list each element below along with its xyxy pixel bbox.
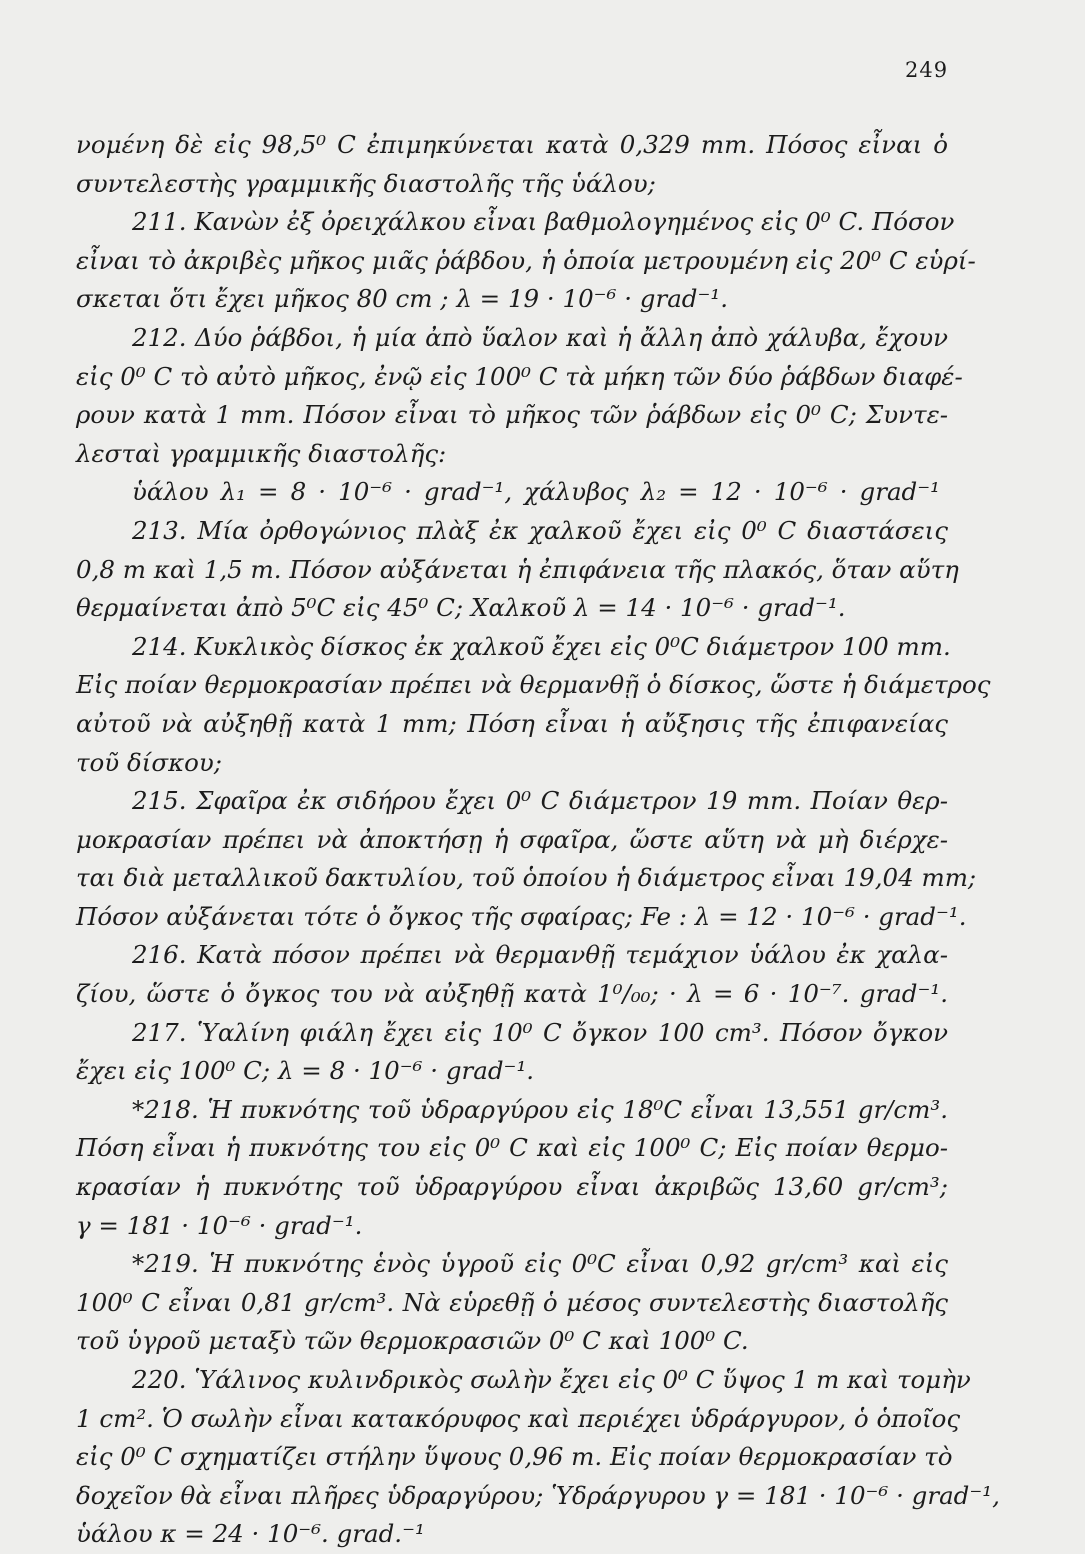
- text-line: 214. Κυκλικὸς δίσκος ἐκ χαλκοῦ ἔχει εἰς 0⁰C διάμετρον 100 mm.: [132, 631, 951, 661]
- text-line: 213. Μία ὀρθογώνιος πλὰξ ἐκ χαλκοῦ ἔχει εἰς 0⁰ C διαστάσεις: [132, 515, 948, 545]
- text-line: 100⁰ C εἶναι 0,81 gr/cm³. Νὰ εὑρεθῇ ὁ μέσος συντελεστὴς διαστολῆς: [76, 1287, 948, 1317]
- problems-text: [76, 126, 1000, 1554]
- text-line: 220. Ὑάλινος κυλινδρικὸς σωλὴν ἔχει εἰς 0⁰ C ὕψος 1 m καὶ τομὴν: [132, 1365, 971, 1394]
- page-number: 249: [905, 58, 949, 82]
- text-line: γ = 181 · 10⁻⁶ · grad⁻¹.: [76, 1210, 363, 1240]
- text-line: 1 cm². Ὁ σωλὴν εἶναι κατακόρυφος καὶ περιέχει ὑδράργυρον, ὁ ὁποῖος: [76, 1403, 961, 1433]
- text-line: 215. Σφαῖρα ἐκ σιδήρου ἔχει 0⁰ C διάμετρον 19 mm. Ποίαν θερ-: [132, 786, 948, 816]
- text-line: νομένη δὲ εἰς 98,5⁰ C ἐπιμηκύνεται κατὰ 0,329 mm. Πόσος εἶναι ὁ: [76, 130, 948, 159]
- text-line: σκεται ὅτι ἔχει μῆκος 80 cm ; λ = 19 · 10⁻⁶ · grad⁻¹.: [76, 284, 729, 314]
- text-line: συντελεστὴς γραμμικῆς διαστολῆς τῆς ὑάλου;: [76, 168, 656, 198]
- text-line: ὑάλου κ = 24 · 10⁻⁶. grad.⁻¹: [76, 1519, 425, 1549]
- text-line: ται διὰ μεταλλικοῦ δακτυλίου, τοῦ ὁποίου ἡ διάμετρος εἶναι 19,04 mm;: [76, 863, 977, 893]
- text-line: λεσταὶ γραμμικῆς διαστολῆς:: [76, 438, 447, 468]
- text-line: Πόση εἶναι ἡ πυκνότης του εἰς 0⁰ C καὶ εἰς 100⁰ C; Εἰς ποίαν θερμο-: [76, 1133, 948, 1163]
- text-line: τοῦ δίσκου;: [76, 747, 223, 777]
- text-line: ἔχει εἰς 100⁰ C; λ = 8 · 10⁻⁶ · grad⁻¹.: [76, 1056, 535, 1086]
- text-line: *218. Ἡ πυκνότης τοῦ ὑδραργύρου εἰς 18⁰C εἶναι 13,551 gr/cm³.: [132, 1094, 948, 1124]
- text-line: εἰς 0⁰ C τὸ αὐτὸ μῆκος, ἐνῷ εἰς 100⁰ C τὰ μήκη τῶν δύο ῥάβδων διαφέ-: [76, 361, 963, 391]
- text-line: 0,8 m καὶ 1,5 m. Πόσον αὐξάνεται ἡ ἐπιφάνεια τῆς πλακός, ὅταν αὕτη: [76, 554, 959, 584]
- text-line: 211. Κανὼν ἐξ ὀρειχάλκου εἶναι βαθμολογημένος εἰς 0⁰ C. Πόσον: [132, 207, 955, 237]
- text-line: ρουν κατὰ 1 mm. Πόσον εἶναι τὸ μῆκος τῶν ῥάβδων εἰς 0⁰ C; Συντε-: [76, 400, 948, 430]
- text-line: δοχεῖον θὰ εἶναι πλῆρες ὑδραργύρου; Ὑδράργυρου γ = 181 · 10⁻⁶ · grad⁻¹,: [76, 1480, 1000, 1510]
- text-line: αὐτοῦ νὰ αὐξηθῇ κατὰ 1 mm; Πόση εἶναι ἡ αὔξησις τῆς ἐπιφανείας: [76, 708, 948, 738]
- text-line: εἶναι τὸ ἀκριβὲς μῆκος μιᾶς ῥάβδου, ἡ ὁποία μετρουμένη εἰς 20⁰ C εὑρί-: [76, 245, 976, 275]
- text-line: θερμαίνεται ἀπὸ 5⁰C εἰς 45⁰ C; Χαλκοῦ λ = 14 · 10⁻⁶ · grad⁻¹.: [76, 593, 846, 623]
- text-line: ὑάλου λ₁ = 8 · 10⁻⁶ · grad⁻¹, χάλυβος λ₂ = 12 · 10⁻⁶ · grad⁻¹: [132, 477, 940, 507]
- text-line: μοκρασίαν πρέπει νὰ ἀποκτήσῃ ἡ σφαῖρα, ὥστε αὕτη νὰ μὴ διέρχε-: [76, 824, 948, 854]
- text-line: Εἰς ποίαν θερμοκρασίαν πρέπει νὰ θερμανθῇ ὁ δίσκος, ὥστε ἡ διάμετρος: [76, 670, 991, 700]
- text-line: 216. Κατὰ πόσον πρέπει νὰ θερμανθῇ τεμάχιον ὑάλου ἐκ χαλα-: [132, 940, 948, 970]
- text-line: 217. Ὑαλίνη φιάλη ἔχει εἰς 10⁰ C ὄγκον 100 cm³. Πόσον ὄγκον: [132, 1017, 948, 1047]
- text-line: Πόσον αὐξάνεται τότε ὁ ὄγκος τῆς σφαίρας; Fe : λ = 12 · 10⁻⁶ · grad⁻¹.: [76, 901, 967, 931]
- text-line: *219. Ἡ πυκνότης ἑνὸς ὑγροῦ εἰς 0⁰C εἶναι 0,92 gr/cm³ καὶ εἰς: [132, 1249, 948, 1279]
- text-line: κρασίαν ἡ πυκνότης τοῦ ὑδραργύρου εἶναι ἀκριβῶς 13,60 gr/cm³;: [76, 1172, 948, 1202]
- text-line: τοῦ ὑγροῦ μεταξὺ τῶν θερμοκρασιῶν 0⁰ C καὶ 100⁰ C.: [76, 1326, 749, 1356]
- text-line: εἰς 0⁰ C σχηματίζει στήλην ὕψους 0,96 m. Εἰς ποίαν θερμοκρασίαν τὸ: [76, 1442, 953, 1472]
- text-line: 212. Δύο ῥάβδοι, ἡ μία ἀπὸ ὕαλον καὶ ἡ ἄλλη ἀπὸ χάλυβα, ἔχουν: [132, 322, 948, 352]
- text-line: ζίου, ὥστε ὁ ὄγκος του νὰ αὐξηθῇ κατὰ 1⁰/₀₀; · λ = 6 · 10⁻⁷. grad⁻¹.: [76, 979, 948, 1009]
